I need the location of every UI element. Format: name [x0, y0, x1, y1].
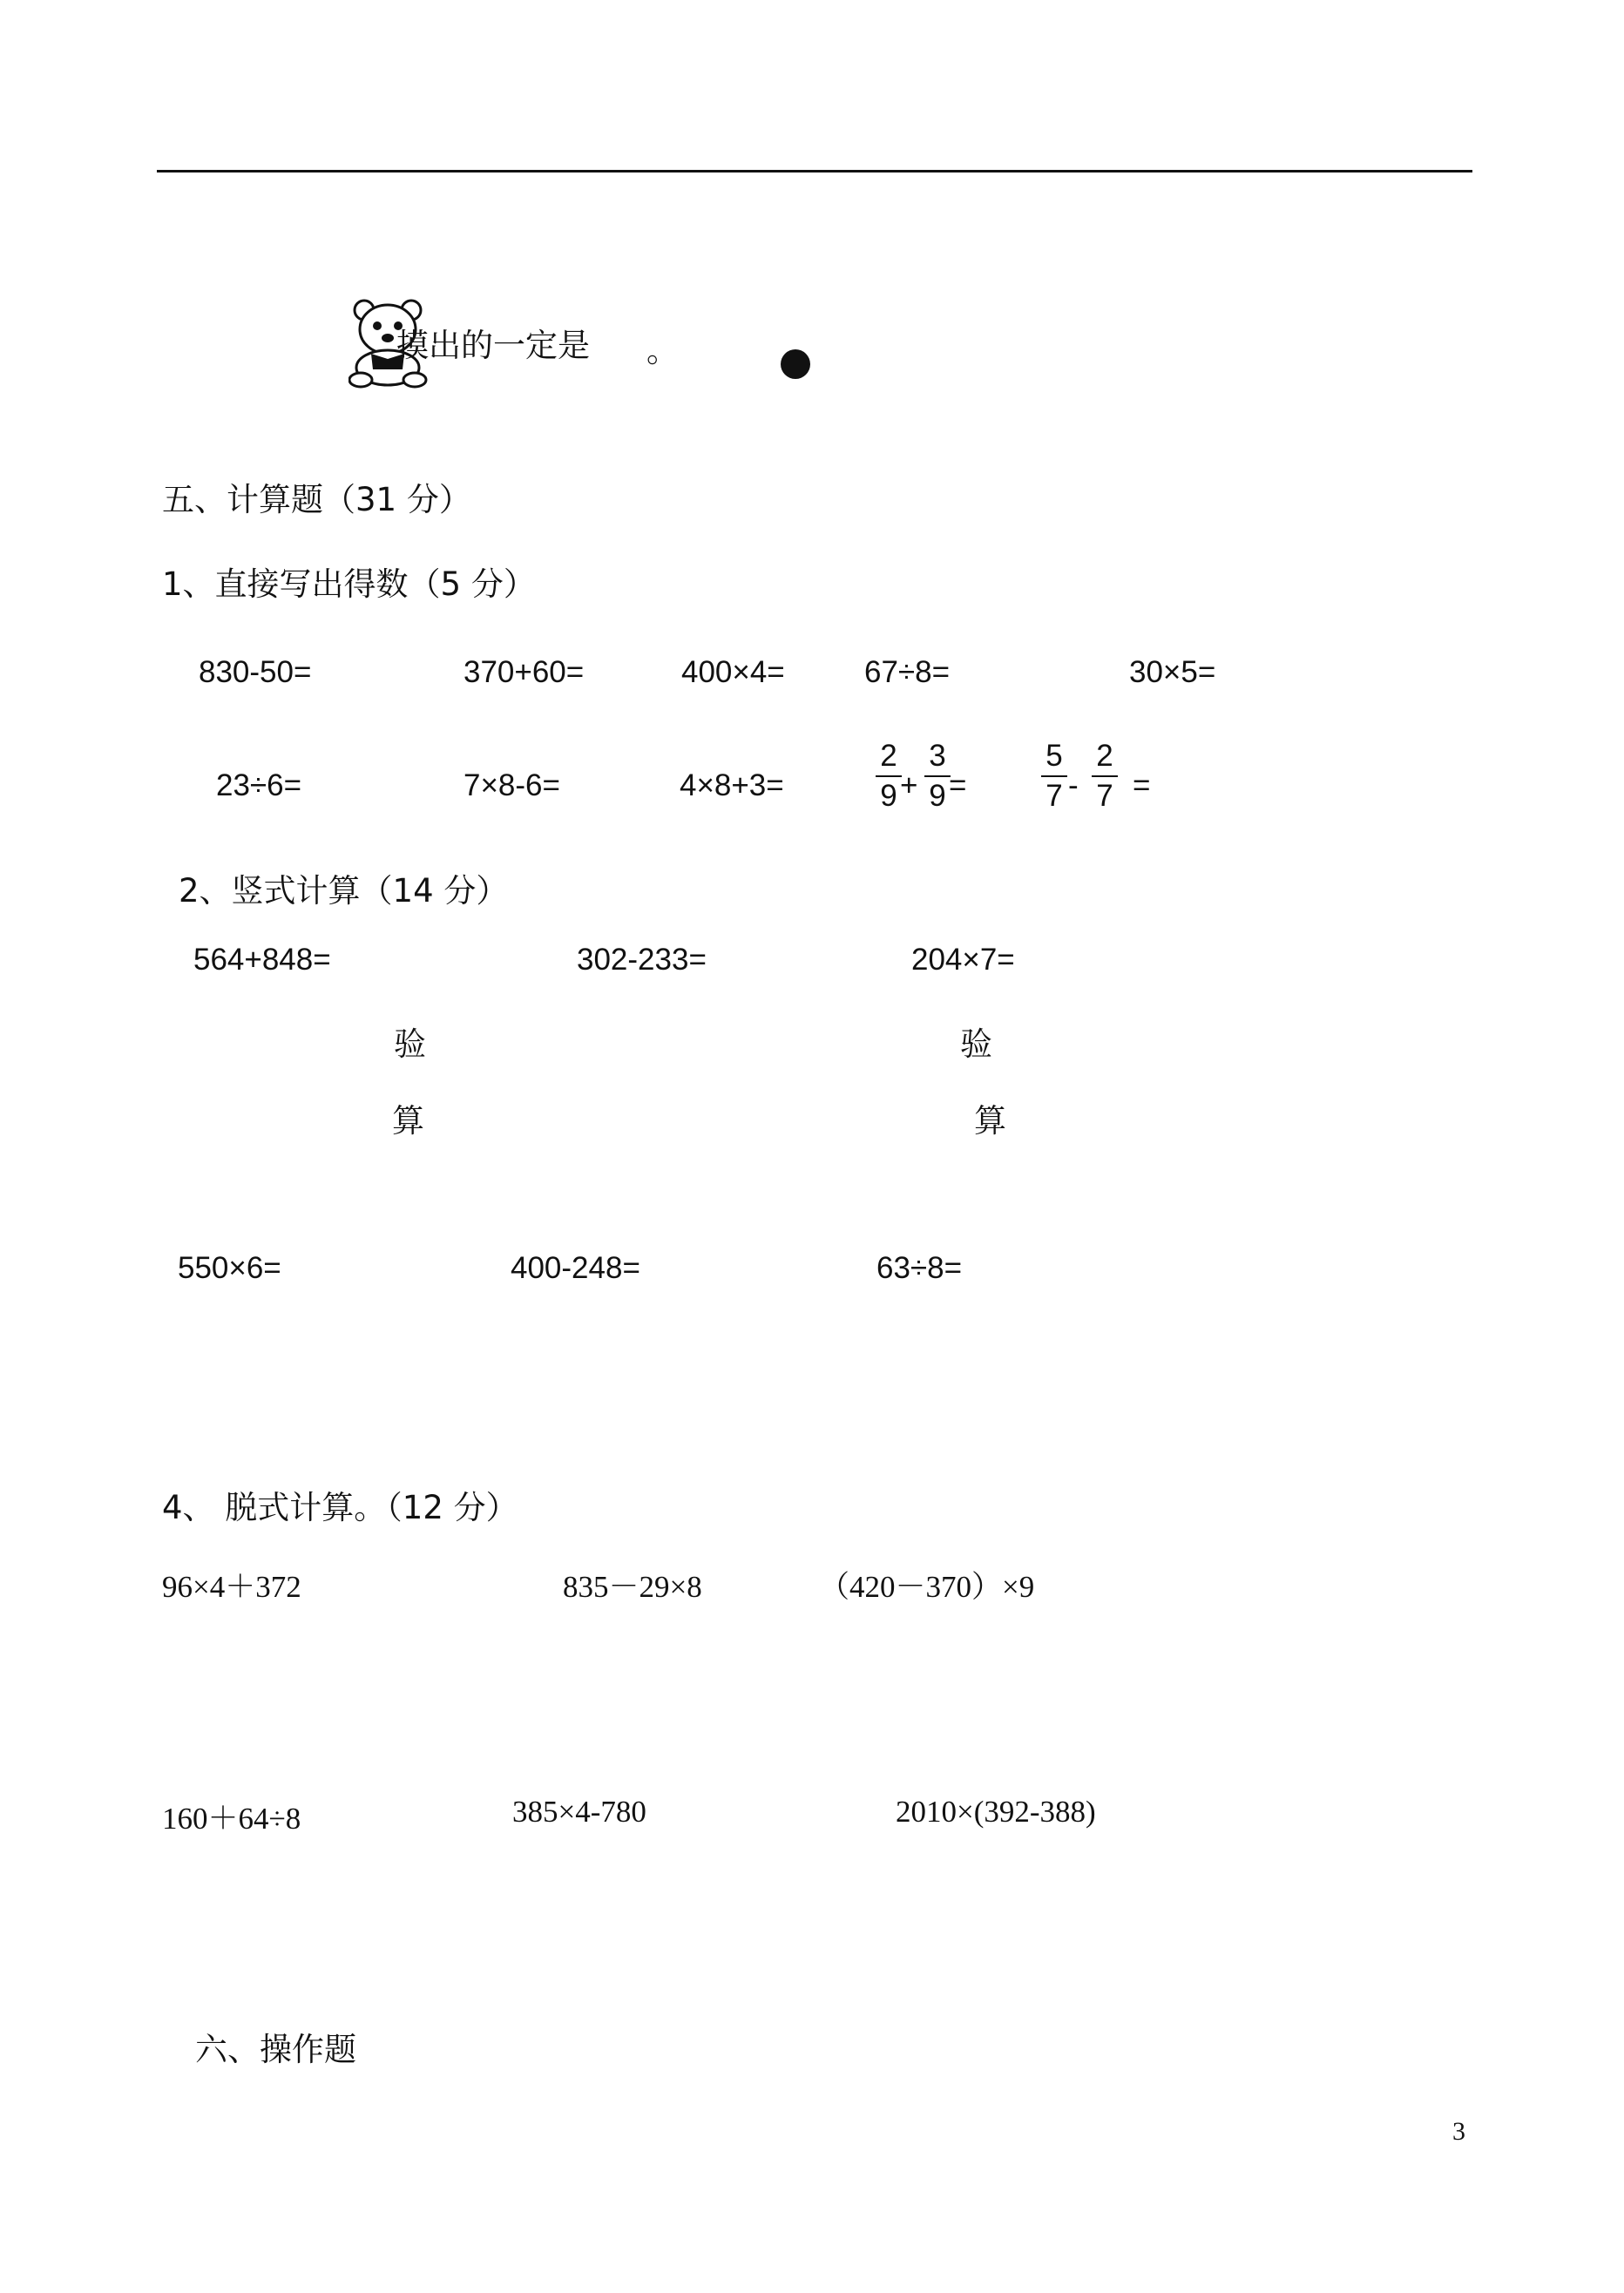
section5-title: 五、计算题（31 分） — [162, 481, 471, 518]
step-calc-item: 96×4＋372 — [162, 1570, 301, 1604]
check-label: 验 — [960, 1025, 992, 1063]
part4-title: 4、 脱式计算。（12 分） — [162, 1489, 518, 1526]
fraction: 2 7 — [1092, 741, 1118, 812]
mental-calc-item: 4×8+3= — [680, 768, 784, 802]
page-number: 3 — [1452, 2117, 1465, 2146]
fraction-equals: = — [949, 768, 967, 802]
fraction-operator: + — [900, 768, 918, 802]
fraction: 5 7 — [1041, 741, 1067, 812]
mental-calc-item: 400×4= — [681, 655, 785, 689]
step-calc-item: （420－370）×9 — [819, 1570, 1035, 1604]
step-calc-item: 385×4-780 — [512, 1795, 646, 1829]
vertical-calc-item: 204×7= — [911, 943, 1015, 977]
check-label: 算 — [974, 1102, 1006, 1140]
intro-end-mark: 。 — [646, 332, 679, 369]
check-label: 算 — [392, 1102, 424, 1140]
mental-calc-item: 830-50= — [199, 655, 312, 689]
intro-text: 摸出的一定是 — [396, 327, 590, 364]
vertical-calc-item: 550×6= — [178, 1251, 281, 1285]
mental-calc-item: 7×8-6= — [464, 768, 560, 802]
step-calc-item: 160＋64÷8 — [162, 1802, 301, 1836]
fraction: 2 9 — [876, 741, 902, 812]
mental-calc-item: 23÷6= — [216, 768, 302, 802]
mental-calc-item: 370+60= — [464, 655, 585, 689]
step-calc-item: 835－29×8 — [563, 1570, 702, 1604]
vertical-calc-item: 63÷8= — [876, 1251, 963, 1285]
part1-title: 1、直接写出得数（5 分） — [162, 565, 536, 603]
header-rule — [157, 170, 1472, 172]
fraction-equals: = — [1133, 768, 1151, 802]
check-label: 验 — [394, 1025, 426, 1063]
vertical-calc-item: 302-233= — [577, 943, 707, 977]
vertical-calc-item: 400-248= — [511, 1251, 640, 1285]
fraction: 3 9 — [924, 741, 951, 812]
mental-calc-item: 67÷8= — [864, 655, 951, 689]
part2-title: 2、竖式计算（14 分） — [179, 872, 509, 910]
black-ball-icon — [781, 349, 810, 379]
vertical-calc-item: 564+848= — [193, 943, 331, 977]
mental-calc-item: 30×5= — [1129, 655, 1216, 689]
fraction-operator: - — [1068, 768, 1079, 802]
step-calc-item: 2010×(392-388) — [896, 1795, 1096, 1829]
section6-title: 六、操作题 — [195, 2031, 356, 2068]
